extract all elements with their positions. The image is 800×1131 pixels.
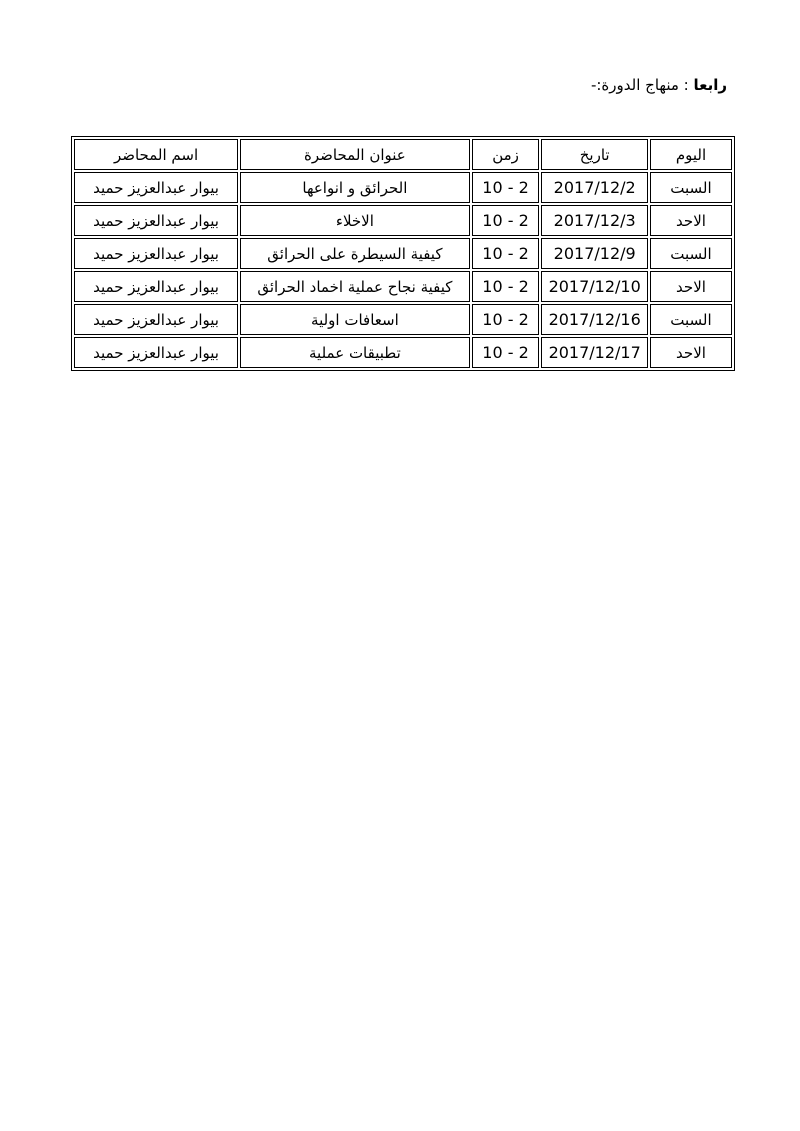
table-row bbox=[74, 271, 732, 302]
cell-lecture-title: الاخلاء bbox=[240, 205, 470, 236]
cell-time: 10 - 2 bbox=[472, 238, 540, 269]
cell-lecturer-name: بيوار عبدالعزيز حميد bbox=[74, 304, 238, 335]
cell-date: 2017/12/17 bbox=[541, 337, 648, 368]
cell-lecture-title: اسعافات اولية bbox=[240, 304, 470, 335]
header-lecture-title: عنوان المحاضرة bbox=[240, 139, 470, 170]
table-header-row bbox=[74, 139, 732, 170]
section-heading-text: : منهاج الدورة:- bbox=[590, 76, 694, 94]
cell-day: الاحد bbox=[650, 271, 732, 302]
header-date: تاريخ bbox=[541, 139, 648, 170]
header-day: اليوم bbox=[650, 139, 732, 170]
table-row bbox=[74, 172, 732, 203]
cell-time: 10 - 2 bbox=[472, 304, 540, 335]
cell-time: 10 - 2 bbox=[472, 337, 540, 368]
cell-time: 10 - 2 bbox=[472, 271, 540, 302]
cell-lecturer-name: بيوار عبدالعزيز حميد bbox=[74, 271, 238, 302]
cell-lecturer-name: بيوار عبدالعزيز حميد bbox=[74, 337, 238, 368]
cell-lecturer-name: بيوار عبدالعزيز حميد bbox=[74, 238, 238, 269]
cell-date: 2017/12/9 bbox=[541, 238, 648, 269]
cell-lecture-title: كيفية السيطرة على الحرائق bbox=[240, 238, 470, 269]
table-row bbox=[74, 238, 732, 269]
table-row bbox=[74, 337, 732, 368]
cell-day: السبت bbox=[650, 172, 732, 203]
table-row bbox=[74, 205, 732, 236]
cell-day: السبت bbox=[650, 304, 732, 335]
header-time: زمن bbox=[472, 139, 540, 170]
cell-lecturer-name: بيوار عبدالعزيز حميد bbox=[74, 172, 238, 203]
header-lecturer-name: اسم المحاضر bbox=[74, 139, 238, 170]
cell-lecture-title: كيفية نجاح عملية اخماد الحرائق bbox=[240, 271, 470, 302]
cell-day: السبت bbox=[650, 238, 732, 269]
cell-date: 2017/12/3 bbox=[541, 205, 648, 236]
section-heading-label: رابعا bbox=[693, 76, 727, 94]
cell-date: 2017/12/10 bbox=[541, 271, 648, 302]
cell-lecture-title: الحرائق و انواعها bbox=[240, 172, 470, 203]
cell-date: 2017/12/16 bbox=[541, 304, 648, 335]
cell-time: 10 - 2 bbox=[472, 172, 540, 203]
cell-time: 10 - 2 bbox=[472, 205, 540, 236]
section-heading bbox=[591, 76, 727, 94]
course-schedule-table bbox=[71, 136, 735, 371]
cell-day: الاحد bbox=[650, 337, 732, 368]
cell-date: 2017/12/2 bbox=[541, 172, 648, 203]
cell-lecturer-name: بيوار عبدالعزيز حميد bbox=[74, 205, 238, 236]
cell-lecture-title: تطبيقات عملية bbox=[240, 337, 470, 368]
table-row bbox=[74, 304, 732, 335]
cell-day: الاحد bbox=[650, 205, 732, 236]
